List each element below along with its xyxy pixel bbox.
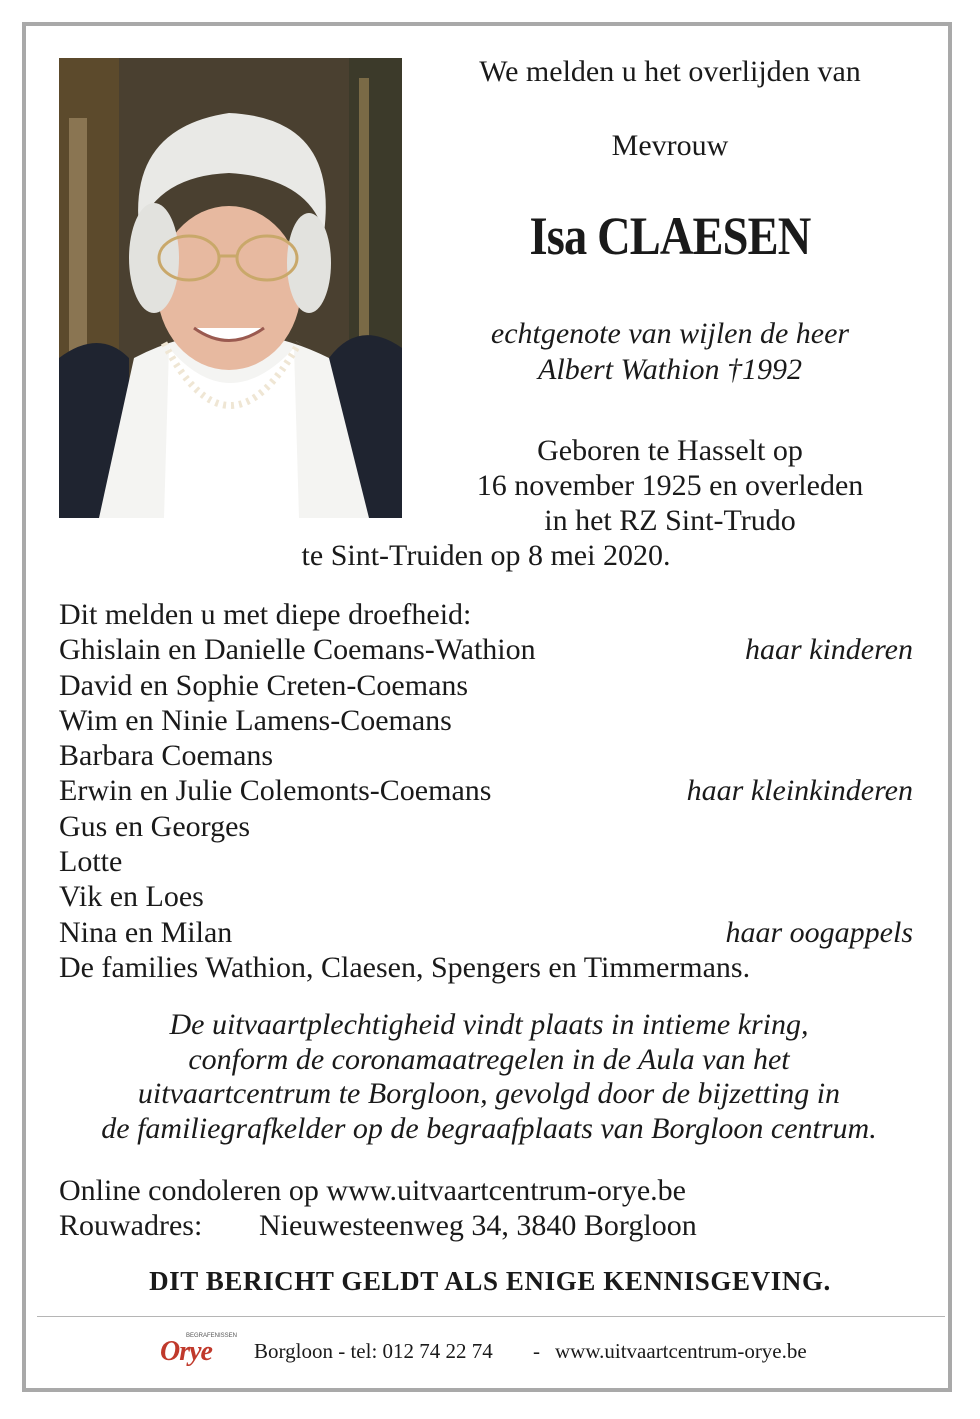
list-item	[59, 738, 919, 773]
list-item	[59, 879, 919, 914]
list-item	[59, 703, 919, 738]
mourner-name: Nina en Milan	[59, 915, 233, 949]
mourner-name: Barbara Coemans	[59, 739, 274, 773]
portrait-photo	[59, 58, 402, 518]
logo-wordmark: Orye	[160, 1336, 212, 1367]
address-label: Rouwadres:	[59, 1209, 203, 1242]
born-line-4: te Sint-Truiden op 8 mei 2020.	[301, 539, 671, 572]
spouse-line-2: Albert Wathion †1992	[538, 353, 802, 386]
contact-block	[59, 1173, 697, 1243]
ceremony-text	[59, 1008, 919, 1146]
portrait-illustration	[59, 58, 402, 518]
footer-location-phone: Borgloon - tel: 012 74 22 74	[254, 1339, 493, 1363]
mourner-name: Erwin en Julie Colemonts-Coemans	[59, 774, 492, 808]
intro-text: We melden u het overlijden van	[479, 55, 861, 88]
online-condolences: Online condoleren op www.uitvaartcentrum-orye.be	[59, 1174, 686, 1207]
born-line-2: 16 november 1925 en overleden	[476, 469, 864, 502]
mourner-name: De families Wathion, Claesen, Spengers en Timmermans.	[59, 950, 751, 984]
mourner-name: Gus en Georges	[59, 809, 251, 843]
born-line-1: Geboren te Hasselt op	[537, 434, 803, 467]
ceremony-line-1: De uitvaartplechtigheid vindt plaats in intieme kring,	[169, 1008, 809, 1041]
mourner-role: haar kinderen	[744, 633, 913, 667]
deceased-name: Isa CLAESEN	[529, 206, 811, 266]
address-value: Nieuwesteenweg 34, 3840 Borgloon	[259, 1209, 697, 1242]
mourner-name: Wim en Ninie Lamens-Coemans	[59, 703, 452, 737]
footer-divider	[37, 1316, 945, 1317]
list-item	[59, 915, 919, 950]
ceremony-line-3: uitvaartcentrum te Borgloon, gevolgd door de bijzetting in	[137, 1077, 841, 1110]
mourning-address	[59, 1208, 697, 1243]
mourner-name: David en Sophie Creten-Coemans	[59, 668, 469, 702]
mourners-intro: Dit melden u met diepe droefheid:	[59, 598, 472, 631]
logo-tagline: BEGRAFENISSEN	[186, 1333, 238, 1339]
sole-notice: DIT BERICHT GELDT ALS ENIGE KENNISGEVING.	[149, 1266, 831, 1296]
spouse-line-1: echtgenote van wijlen de heer	[490, 317, 850, 350]
footer-website: www.uitvaartcentrum-orye.be	[555, 1339, 807, 1363]
born-line-3: in het RZ Sint-Trudo	[544, 504, 796, 537]
mourner-name: Vik en Loes	[59, 880, 204, 914]
ceremony-line-4: de familiegrafkelder op de begraafplaats van Borgloon centrum.	[101, 1111, 877, 1145]
ceremony-line-2: conform de coronamaatregelen in de Aula van het	[188, 1042, 790, 1076]
salutation: Mevrouw	[611, 129, 729, 162]
mourner-name: Ghislain en Danielle Coemans-Wathion	[59, 633, 536, 667]
list-item	[59, 809, 919, 844]
list-item	[59, 773, 919, 808]
mourner-role: haar oogappels	[725, 915, 913, 949]
mourners-list	[59, 597, 919, 985]
list-item	[59, 844, 919, 879]
footer-separator: -	[533, 1339, 540, 1363]
mourner-name: Lotte	[59, 845, 123, 879]
list-item	[59, 668, 919, 703]
list-item	[59, 632, 919, 667]
list-item	[59, 950, 919, 985]
orye-logo	[152, 1333, 238, 1373]
mourner-role: haar kleinkinderen	[686, 774, 913, 808]
